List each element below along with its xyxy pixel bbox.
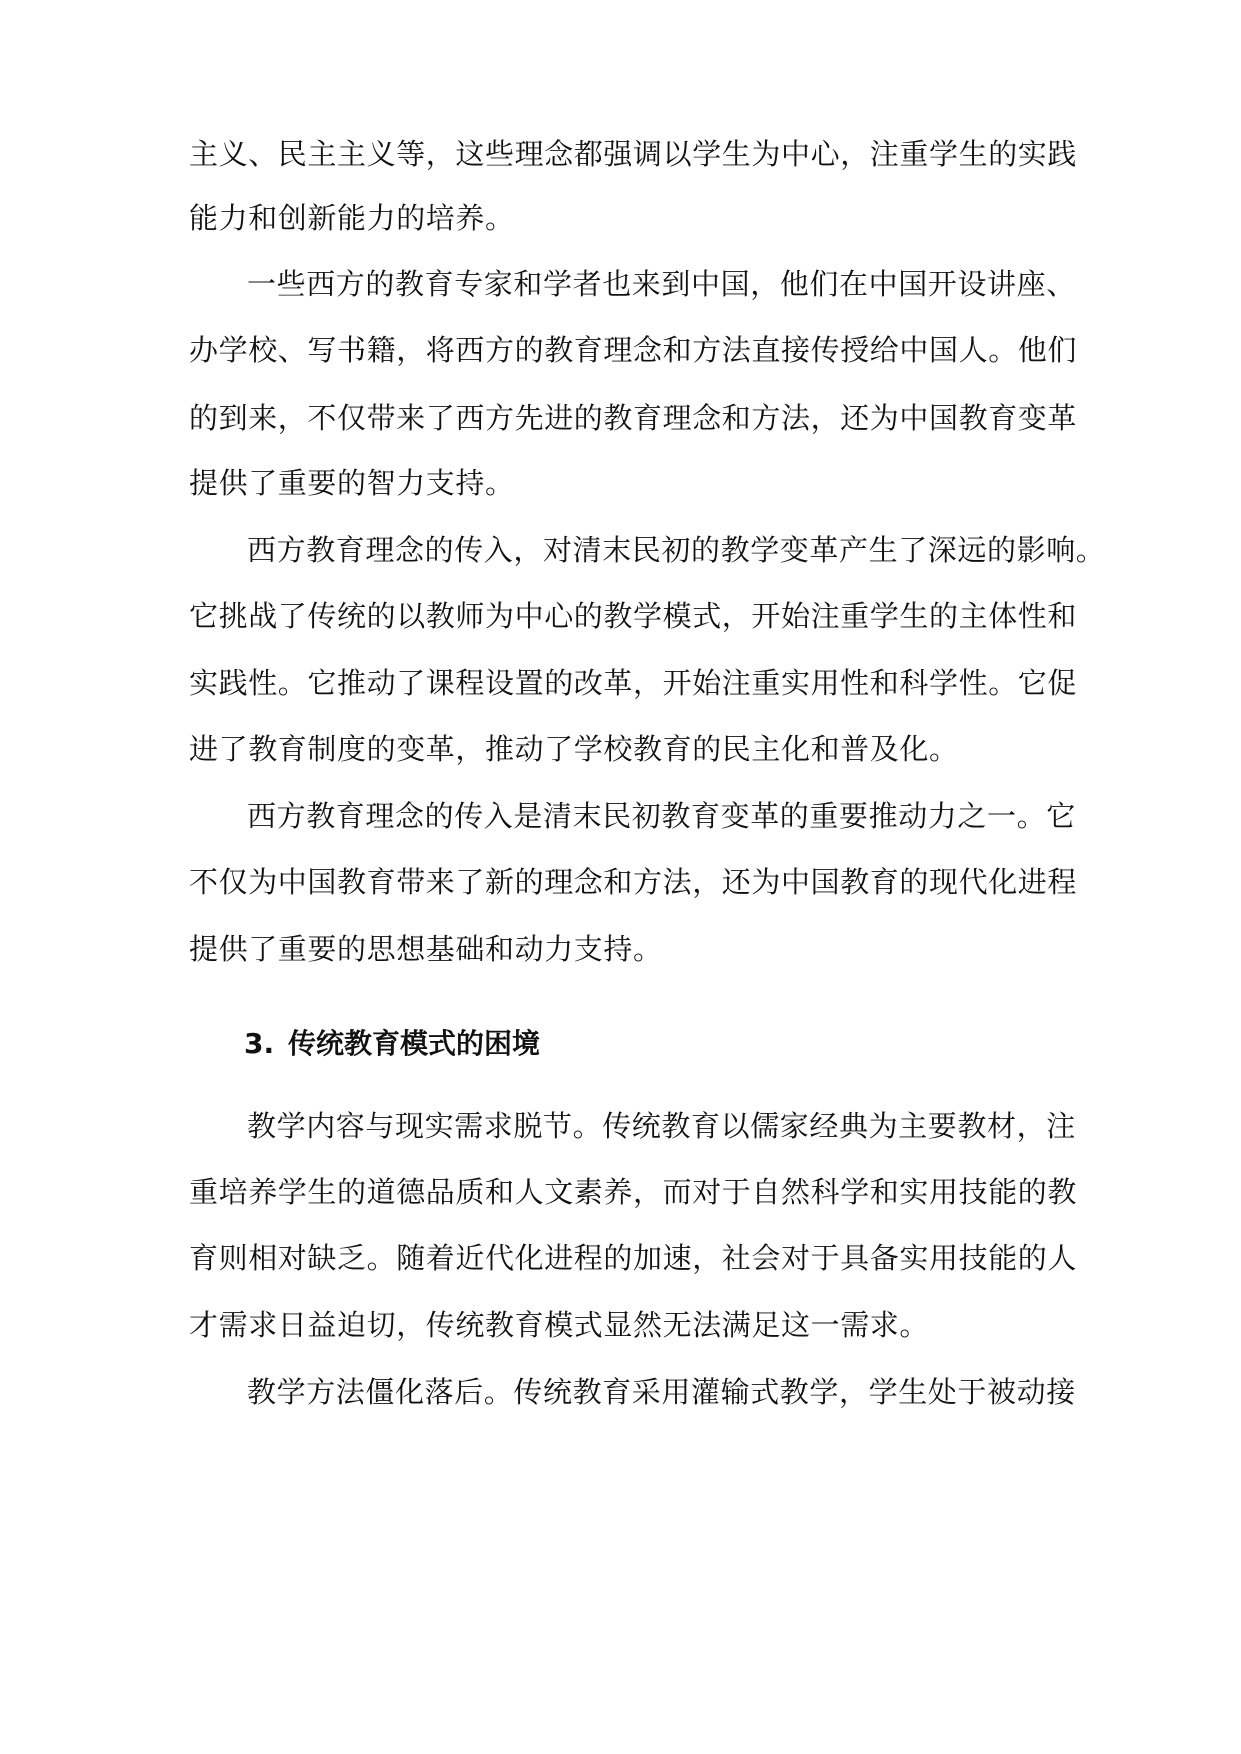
paragraph-line: 实践性。它推动了课程设置的改革，开始注重实用性和科学性。它促 <box>189 666 1078 700</box>
paragraph-line: 西方教育理念的传入是清末民初教育变革的重要推动力之一。它 <box>247 799 1076 833</box>
paragraph-line: 进了教育制度的变革，推动了学校教育的民主化和普及化。 <box>189 732 959 766</box>
paragraph-line: 教学内容与现实需求脱节。传统教育以儒家经典为主要教材，注 <box>247 1109 1076 1143</box>
paragraph-line: 能力和创新能力的培养。 <box>189 201 515 235</box>
paragraph-line: 主义、民主主义等，这些理念都强调以学生为中心，注重学生的实践 <box>189 137 1078 171</box>
paragraph-line: 一些西方的教育专家和学者也来到中国，他们在中国开设讲座、 <box>247 267 1076 301</box>
paragraph-line: 教学方法僵化落后。传统教育采用灌输式教学，学生处于被动接 <box>247 1375 1076 1409</box>
paragraph-line: 的到来，不仅带来了西方先进的教育理念和方法，还为中国教育变革 <box>189 401 1078 435</box>
paragraph-line: 才需求日益迫切，传统教育模式显然无法满足这一需求。 <box>189 1308 930 1342</box>
paragraph-line: 提供了重要的思想基础和动力支持。 <box>189 932 663 966</box>
section-title: 传统教育模式的困境 <box>288 1027 541 1060</box>
paragraph-line: 提供了重要的智力支持。 <box>189 466 515 500</box>
paragraph-line: 西方教育理念的传入，对清末民初的教学变革产生了深远的影响。 <box>247 533 1106 567</box>
paragraph-line: 它挑战了传统的以教师为中心的教学模式，开始注重学生的主体性和 <box>189 599 1078 633</box>
paragraph-line: 不仅为中国教育带来了新的理念和方法，还为中国教育的现代化进程 <box>189 865 1078 899</box>
paragraph-line: 重培养学生的道德品质和人文素养，而对于自然科学和实用技能的教 <box>189 1175 1078 1209</box>
section-heading <box>244 1024 540 1064</box>
section-number: 3. <box>244 1027 275 1060</box>
paragraph-line: 办学校、写书籍，将西方的教育理念和方法直接传授给中国人。他们 <box>189 333 1078 367</box>
paragraph-line: 育则相对缺乏。随着近代化进程的加速，社会对于具备实用技能的人 <box>189 1241 1078 1275</box>
